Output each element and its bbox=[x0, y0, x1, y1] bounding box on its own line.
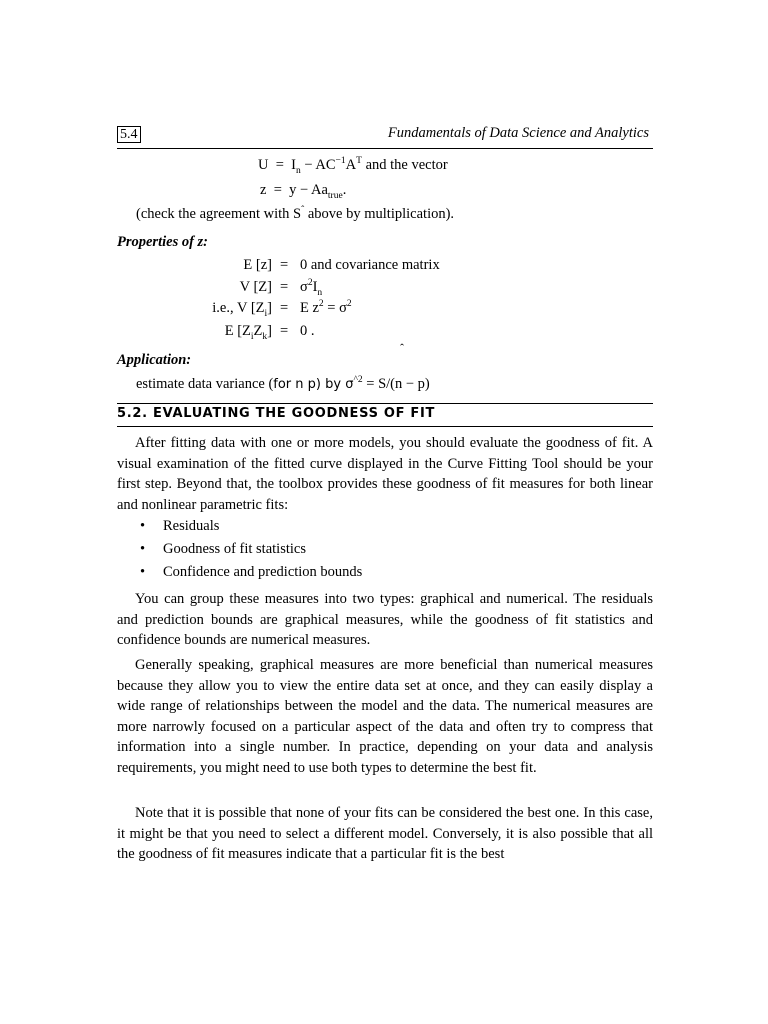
running-title: Fundamentals of Data Science and Analytics bbox=[387, 125, 649, 141]
check-text-end: above by multiplication). bbox=[304, 206, 455, 222]
check-hat: ˆ bbox=[301, 205, 305, 216]
paragraph-1: After fitting data with one or more models, you should evaluate the goodness of fit. A visual examination of the fitted curve displayed in the Curve Fitting Tool should be your first step. Beyond that, the toolbox provides these goodness of fit measures for both linear and nonlinear parametric fits: bbox=[117, 435, 653, 513]
page-number-box bbox=[117, 125, 141, 143]
u-rhs-a-sup: T bbox=[356, 156, 362, 167]
z-rhs-sub: true bbox=[327, 190, 343, 201]
header-rule bbox=[117, 148, 653, 149]
row3-rhs-b: = σ bbox=[323, 300, 347, 316]
u-rhs-ac: − AC bbox=[300, 157, 336, 173]
row4-lhs-mid: Z bbox=[253, 323, 263, 339]
z-lhs: z bbox=[260, 182, 267, 198]
check-note bbox=[136, 205, 454, 223]
properties-heading: Properties of z: bbox=[117, 234, 209, 250]
bullet-icon: • bbox=[140, 564, 146, 580]
u-rhs-i: I bbox=[291, 157, 297, 173]
u-rhs-ac-sup: −1 bbox=[335, 156, 346, 167]
prop-row-4-eq: = bbox=[280, 323, 289, 339]
prop-row-2-rhs bbox=[300, 278, 322, 296]
list-item bbox=[140, 564, 362, 581]
section-title: 5.2. EVALUATING THE GOODNESS OF FIT bbox=[117, 406, 436, 421]
equation-u bbox=[258, 156, 448, 174]
prop-row-2-lhs: V [Z] bbox=[239, 279, 272, 295]
row4-lhs-sub2: k bbox=[262, 331, 268, 342]
paragraph-2: You can group these measures into two types: graphical and numerical. The residuals and prediction bounds are graphical measures, while the goodness of fit statistics and confidence bounds are numerical measures. bbox=[117, 591, 653, 648]
check-text: (check the agreement with S bbox=[136, 206, 302, 222]
application-text-a: estimate data variance ( bbox=[136, 376, 274, 392]
prop-row-2-eq: = bbox=[280, 279, 289, 295]
sigma: σ bbox=[300, 279, 308, 295]
u-rhs-text: and the vector bbox=[361, 157, 448, 173]
z-rhs: y − Aa bbox=[289, 182, 328, 198]
section-number: 5.4 bbox=[117, 126, 141, 143]
row3-lhs-end: ] bbox=[267, 300, 272, 316]
row3-lhs-sub: i bbox=[264, 308, 268, 319]
prop-row-1-lhs: E [z] bbox=[243, 257, 272, 273]
list-item bbox=[140, 541, 306, 558]
row4-lhs-a: E [Z bbox=[224, 323, 251, 339]
paragraph-3: Generally speaking, graphical measures are more beneficial than numerical measures because they allow you to view the entire data set at once, and they can easily display a wide range of relationships between the model and the data. The numerical measures are more narrowly focused on a particular aspect of the data and often try to compress that information into a single number. In practice, depending on your data and analysis requirements, you might need to use both types to determine the best fit. bbox=[117, 657, 653, 776]
row3-lhs-a: i.e., V [Z bbox=[212, 300, 265, 316]
application-text-c: = S/(n − p) bbox=[362, 376, 430, 392]
prop-row-3-eq: = bbox=[280, 300, 289, 316]
z-rhs-end: . bbox=[342, 182, 347, 198]
bullet-icon: • bbox=[140, 518, 146, 534]
identity-sub: n bbox=[317, 287, 323, 298]
row3-rhs-a: E z bbox=[300, 300, 319, 316]
list-item-label: Goodness of fit statistics bbox=[163, 541, 306, 557]
equation-z bbox=[260, 181, 346, 199]
prop-row-3-lhs bbox=[212, 299, 272, 317]
list-item bbox=[140, 518, 219, 535]
identity: I bbox=[312, 279, 318, 295]
application-text-b: for n p) by σ bbox=[273, 377, 354, 392]
u-rhs-a: A bbox=[345, 157, 357, 173]
prop-row-4-rhs: 0 . bbox=[300, 323, 315, 339]
sigma-sup: 2 bbox=[307, 278, 313, 289]
z-eq: = bbox=[273, 182, 282, 198]
application-text-b-sup: ^2 bbox=[353, 375, 363, 386]
u-eq: = bbox=[275, 157, 284, 173]
u-rhs-i-sub: n bbox=[296, 165, 301, 176]
application-heading: Application: bbox=[117, 352, 192, 368]
application-hat-mark: ˆ bbox=[400, 341, 404, 355]
row3-rhs-b-sup: 2 bbox=[346, 299, 352, 310]
row4-lhs-end: ] bbox=[267, 323, 272, 339]
prop-row-4-lhs bbox=[225, 322, 272, 340]
row4-lhs-sub: i bbox=[250, 331, 254, 342]
u-lhs: U bbox=[258, 157, 269, 173]
list-item-label: Residuals bbox=[163, 518, 220, 534]
list-item-label: Confidence and prediction bounds bbox=[163, 564, 363, 580]
prop-row-1-eq: = bbox=[280, 257, 289, 273]
application-text bbox=[136, 375, 430, 394]
bullet-icon: • bbox=[140, 541, 146, 557]
prop-row-3-rhs bbox=[300, 299, 352, 317]
row3-rhs-sup: 2 bbox=[318, 299, 324, 310]
section-rule-bottom bbox=[117, 426, 653, 427]
section-rule-top bbox=[117, 403, 653, 404]
prop-row-1-rhs: 0 and covariance matrix bbox=[300, 257, 440, 273]
paragraph-4: Note that it is possible that none of your fits can be considered the best one. In this case, it might be that you need to select a different model. Conversely, it is also possible that all the goodness of fit measures indicate that a particular fit is the best bbox=[117, 805, 653, 862]
